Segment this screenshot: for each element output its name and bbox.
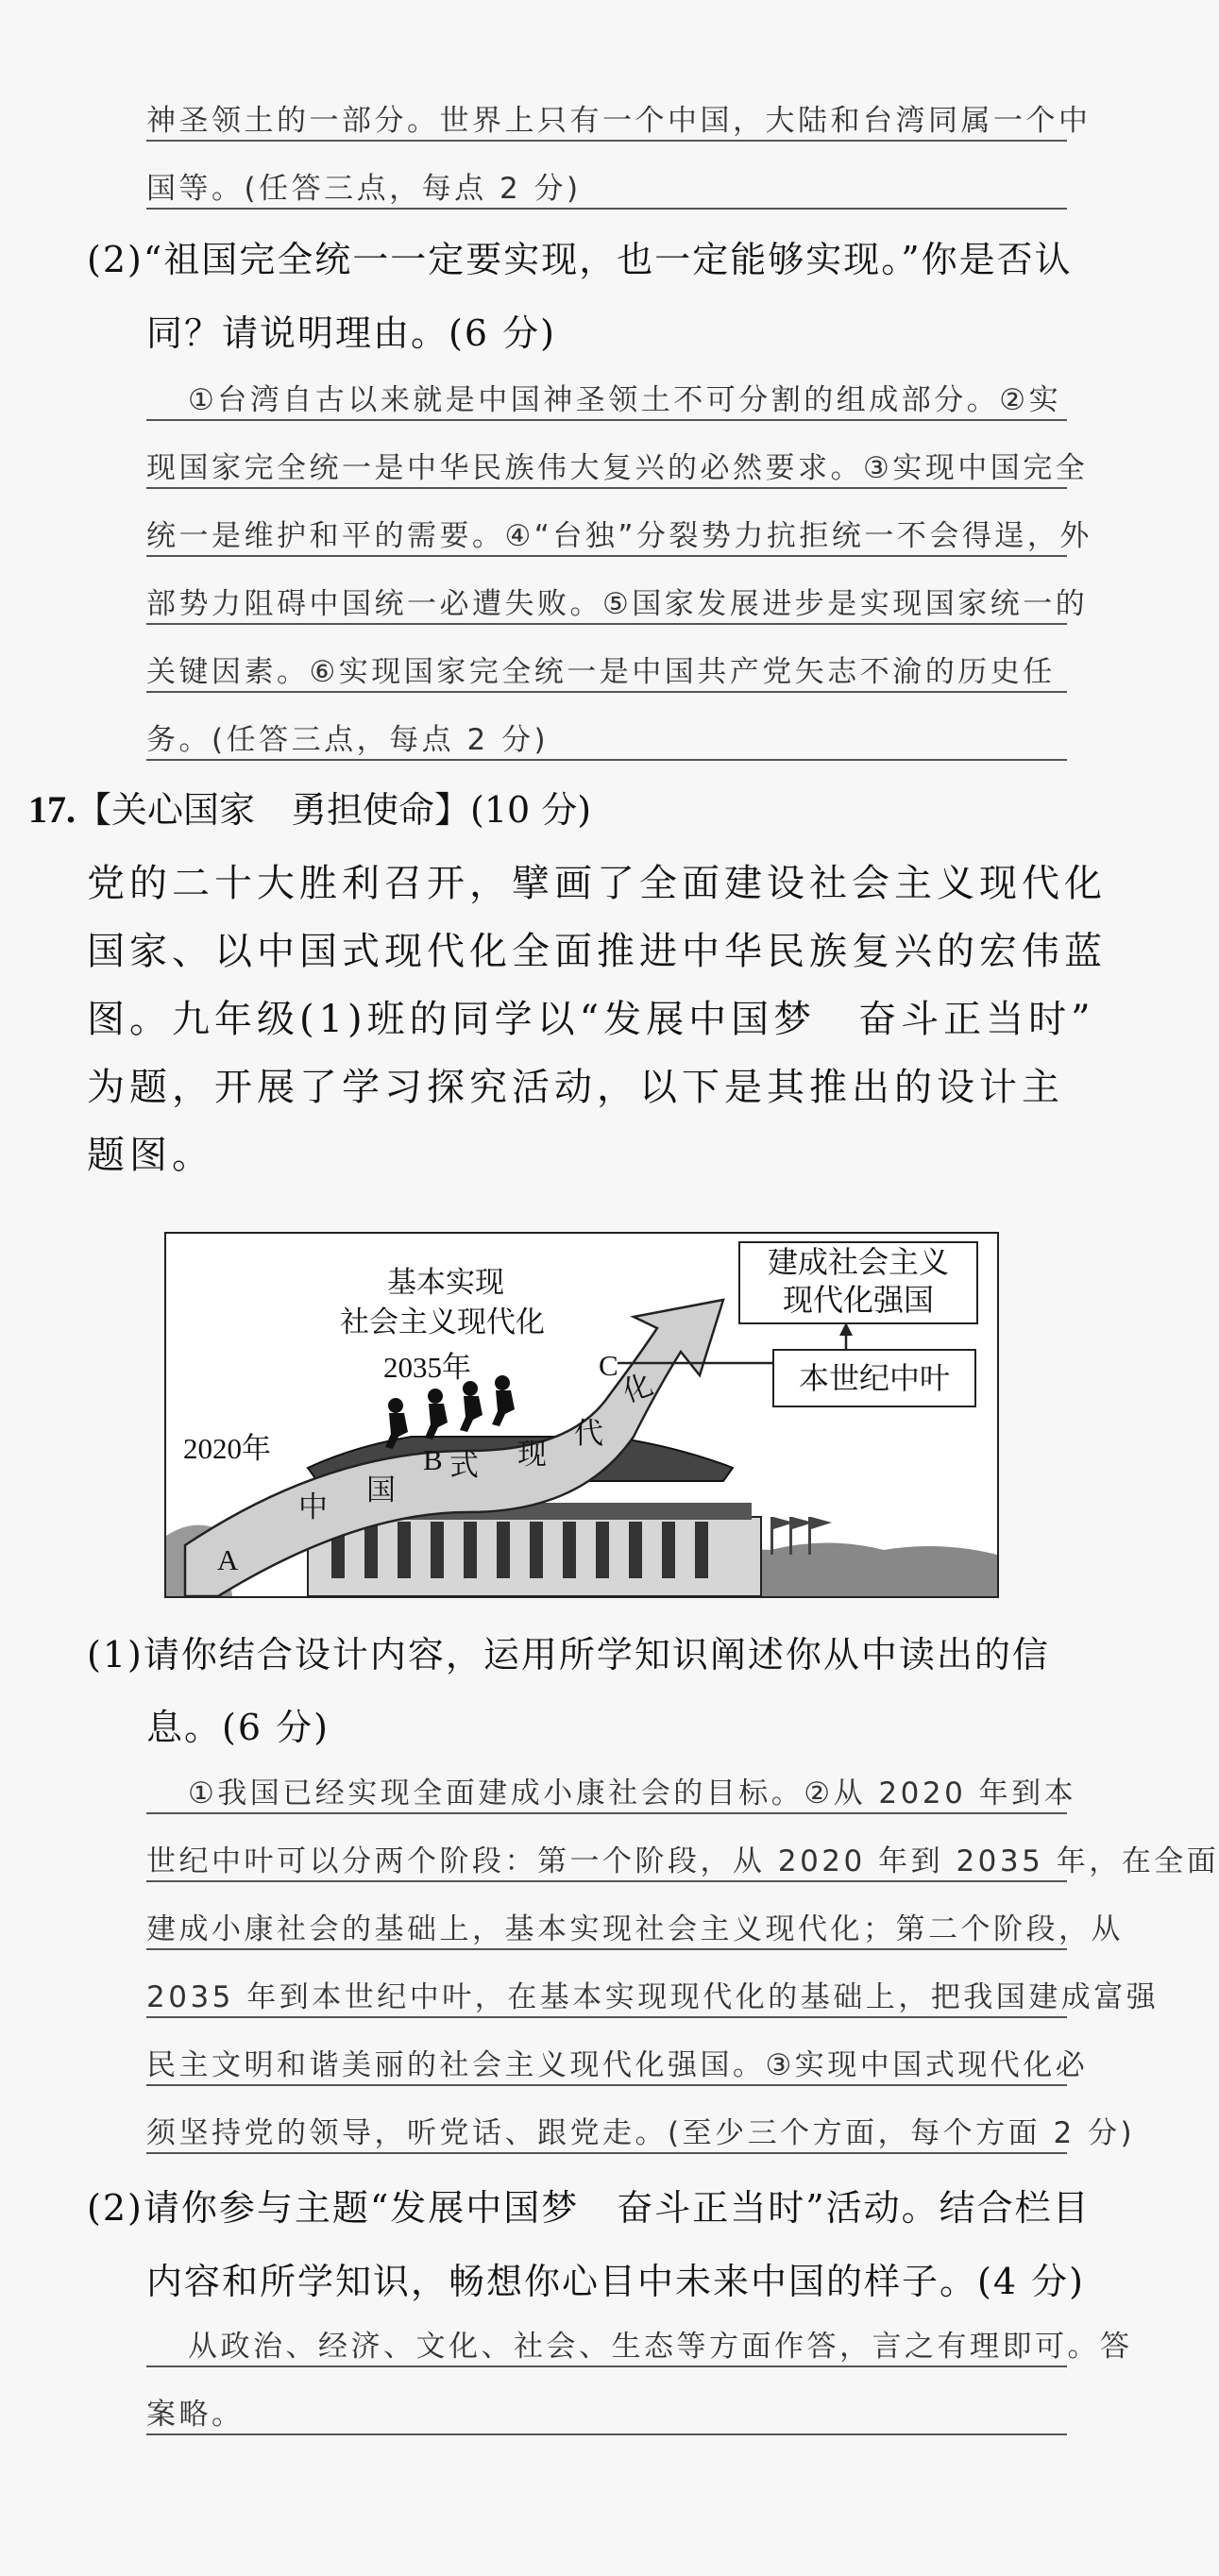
label-a: A: [217, 1543, 239, 1576]
answer-line: 关键因素。⑥实现国家完全统一是中国共产党矢志不渝的历史任: [146, 653, 1067, 693]
answer-line: 世纪中叶可以分两个阶段：第一个阶段，从 2020 年到 2035 年，在全面: [146, 1843, 1067, 1882]
q17-stem: 图。九年级(1)班的同学以“发展中国梦 奋斗正当时”: [87, 998, 1095, 1041]
q17-title: [28, 786, 591, 833]
answer-line: ①我国已经实现全面建成小康社会的目标。②从 2020 年到本: [146, 1775, 1067, 1814]
goal-line2: 现代化强国: [782, 1282, 934, 1318]
answer-line: 统一是维护和平的需要。④“台独”分裂势力抗拒统一不会得逞，外: [146, 517, 1067, 557]
answer-line: 建成小康社会的基础上，基本实现社会主义现代化；第二个阶段，从: [146, 1911, 1067, 1950]
answer-line: 民主文明和谐美丽的社会主义现代化强国。③实现中国式现代化必: [146, 2046, 1067, 2086]
q17-part1-question: 息。(6 分): [146, 1707, 330, 1748]
goal-box: [738, 1241, 978, 1324]
answer-line: 国等。(任答三点，每点 2 分): [146, 170, 1067, 210]
answer-line: 从政治、经济、文化、社会、生态等方面作答，言之有理即可。答: [146, 2328, 1067, 2367]
q17-stem: 题图。: [87, 1134, 214, 1177]
q16-part2-question: (2)“祖国完全统一一定要实现，也一定能够实现。”你是否认: [87, 239, 1073, 280]
label-c: C: [599, 1349, 618, 1382]
q17-part2-question: (2)请你参与主题“发展中国梦 奋斗正当时”活动。结合栏目: [87, 2187, 1091, 2229]
year-2035: 2035年: [383, 1351, 471, 1384]
answer-line: 现国家完全统一是中华民族伟大复兴的必然要求。③实现中国完全: [146, 449, 1067, 489]
arrow-char: 式: [449, 1449, 479, 1483]
stage1-line1: 基本实现: [387, 1266, 504, 1300]
answer-line: 务。(任答三点，每点 2 分): [146, 721, 1067, 761]
answer-line: 神圣领土的一部分。世界上只有一个中国，大陆和台湾同属一个中: [146, 102, 1067, 142]
stage1-line2: 社会主义现代化: [340, 1305, 545, 1339]
q17-stem: 党的二十大胜利召开，擘画了全面建设社会主义现代化: [87, 862, 1107, 905]
theme-figure: [164, 1232, 999, 1598]
q17-heading: 【关心国家 勇担使命】(10 分): [76, 789, 592, 831]
up-arrow-head: [839, 1322, 853, 1336]
arrow-char: 国: [366, 1473, 396, 1507]
q17-stem: 为题，开展了学习探究活动，以下是其推出的设计主: [87, 1066, 1064, 1109]
answer-line: 案略。: [146, 2396, 1067, 2435]
q17-stem: 国家、以中国式现代化全面推进中华民族复兴的宏伟蓝: [87, 930, 1107, 973]
mid-century-box: 本世纪中叶: [772, 1349, 976, 1407]
arrow-char: 现: [517, 1438, 547, 1472]
label-b: B: [423, 1443, 443, 1476]
arrow-char: 代: [574, 1417, 603, 1451]
q17-number: 17.: [28, 788, 76, 831]
q16-part2-question: 同？请说明理由。(6 分): [146, 312, 556, 354]
year-2020: 2020年: [183, 1432, 271, 1465]
q17-part2-question: 内容和所学知识，畅想你心目中未来中国的样子。(4 分): [146, 2261, 1085, 2302]
arrow-char: 化: [618, 1367, 658, 1410]
q17-part1-question: (1)请你结合设计内容，运用所学知识阐述你从中读出的信: [87, 1634, 1050, 1675]
answer-line: 须坚持党的领导，听党话、跟党走。(至少三个方面，每个方面 2 分): [146, 2114, 1067, 2154]
answer-line: 2035 年到本世纪中叶，在基本实现现代化的基础上，把我国建成富强: [146, 1978, 1067, 2018]
answer-line: 部势力阻碍中国统一必遭失败。⑤国家发展进步是实现国家统一的: [146, 585, 1067, 625]
arrow-char: 中: [298, 1490, 328, 1524]
answer-line: ①台湾自古以来就是中国神圣领土不可分割的组成部分。②实: [146, 381, 1067, 421]
goal-line1: 建成社会主义: [767, 1244, 949, 1280]
